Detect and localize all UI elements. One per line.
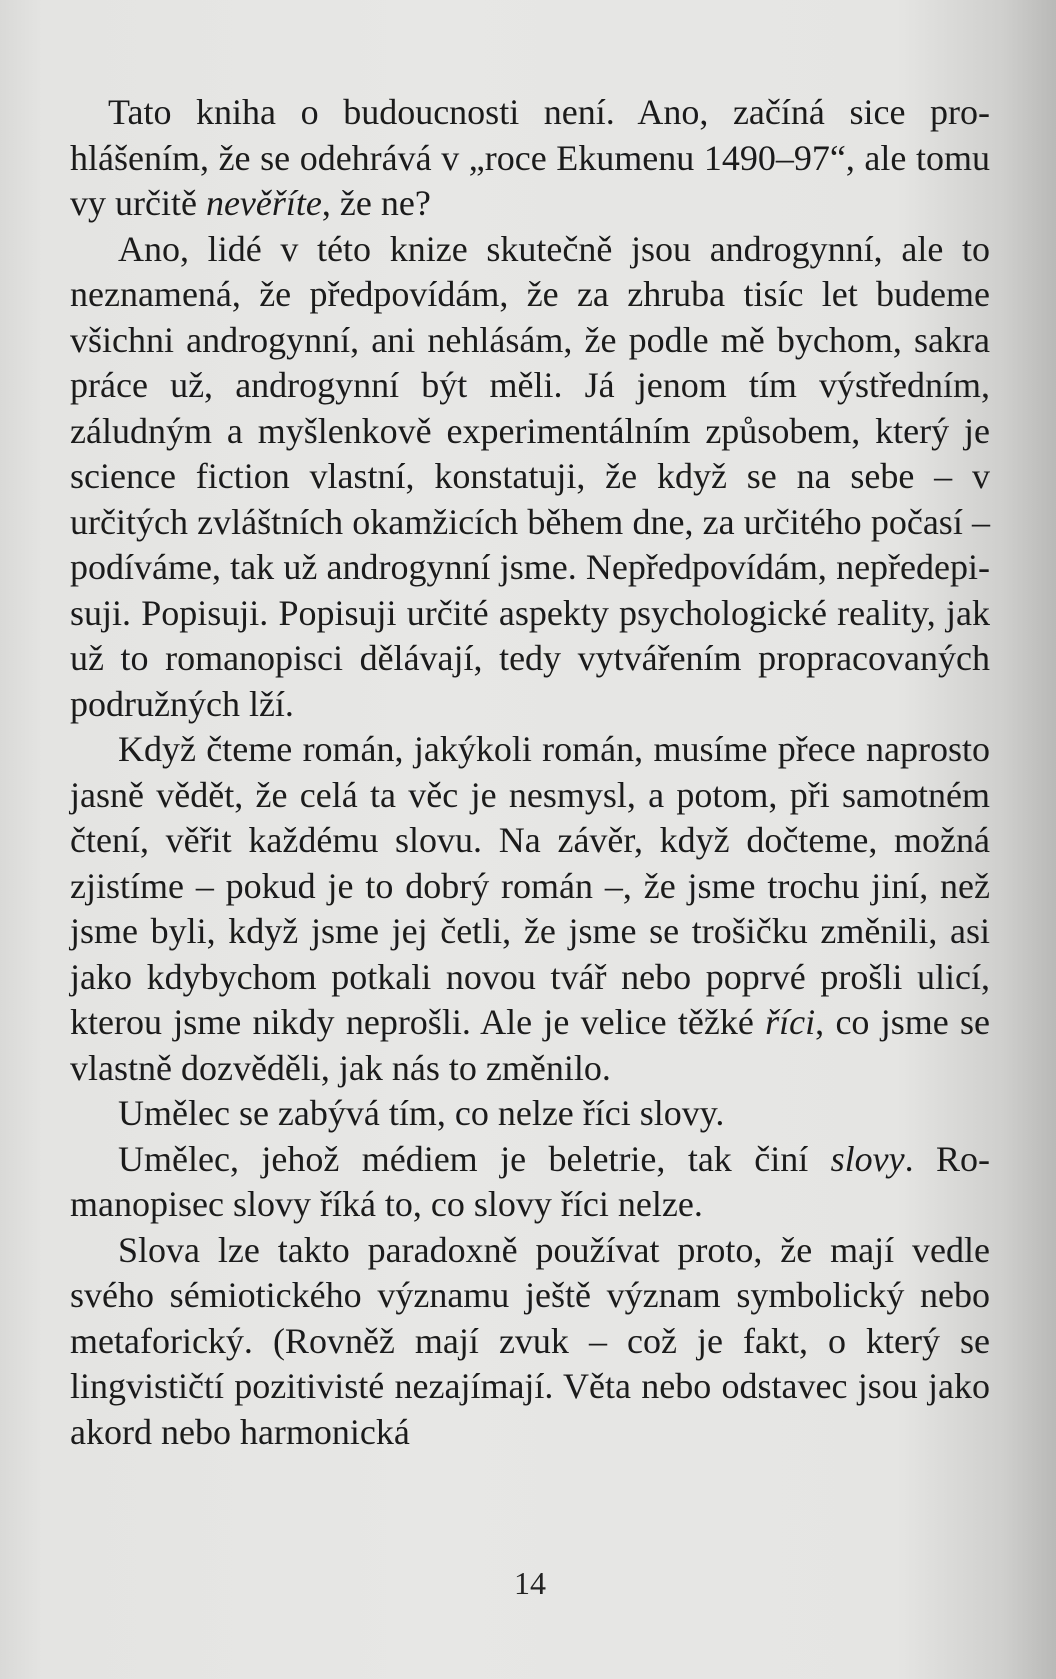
italic-text: nevěříte [205,183,322,223]
text-run: Ano, lidé v této knize skutečně jsou androgynní, ale to neznamená, že předpovídám, že za zhruba tisíc let budeme všichni androgynní, ani nehlásám, že podle mě bychom, sakra práce už, androgynní být měli. Já jenom tím výstředním, záludným a myšlenkově experimentálním způsobem, který je science fiction vlastní, konstatuji, že když se na sebe – v určitých zvláštních okamžicích během dne, za určitého počasí – podíváme, tak už androgynní jsme. Nepředpovídám, nepředepisuji. Popisuji. Popisuji určité aspekty psychologické reality, jak už to romanopisci dělávají, tedy vytvářením propracovaných podružných lží. [70,228,990,724]
paragraph [70,1137,990,1228]
paragraph [70,227,990,728]
italic-text: slovy [830,1138,905,1179]
text-run: Tato kniha o budoucnosti není. Ano, začíná sice prohlášením, že se odehrává v „roce Ekumenu 1490–97“, ale tomu vy určitě [70,92,990,223]
text-run: Slova lze takto paradoxně používat proto, že mají vedle svého sémiotického významu ještě význam symbolický nebo metaforický. (Rovněž mají zvuk – což je fakt, o který se lingvističtí pozitivisté nezajímají. Věta nebo odstavec jsou jako akord nebo harmonická [70,1229,990,1452]
paragraph [70,727,990,1091]
text-run: Když čteme román, jakýkoli román, musíme přece naprosto jasně vědět, že celá ta věc je nesmysl, a potom, při samotném čtení, věřit každému slovu. Na závěr, když dočteme, možná zjistíme – pokud je to dobrý román –, že jsme trochu jiní, než jsme byli, když jsme jej četli, že jsme se trošičku změnili, asi jako kdybychom potkali novou tvář nebo poprvé prošli ulicí, kterou jsme nikdy neprošli. Ale je velice těžké [70,729,990,1042]
text-run: , že ne? [321,183,431,223]
text-run: Umělec, jehož médiem je beletrie, tak činí [118,1138,831,1179]
paragraph [70,1228,990,1456]
text-run: . Romanopisec slovy říká to, co slovy říci nelze. [70,1138,990,1224]
paragraph [70,1091,990,1137]
text-run: Umělec se zabývá tím, co nelze říci slovy. [118,1093,725,1133]
body-text [70,90,990,1455]
text-run: , co jsme se vlastně dozvěděli, jak nás to změnilo. [70,1002,990,1088]
italic-text: říci [765,1002,816,1042]
book-page [70,90,990,1670]
page-number: 14 [514,1565,546,1601]
paragraph [70,90,990,227]
